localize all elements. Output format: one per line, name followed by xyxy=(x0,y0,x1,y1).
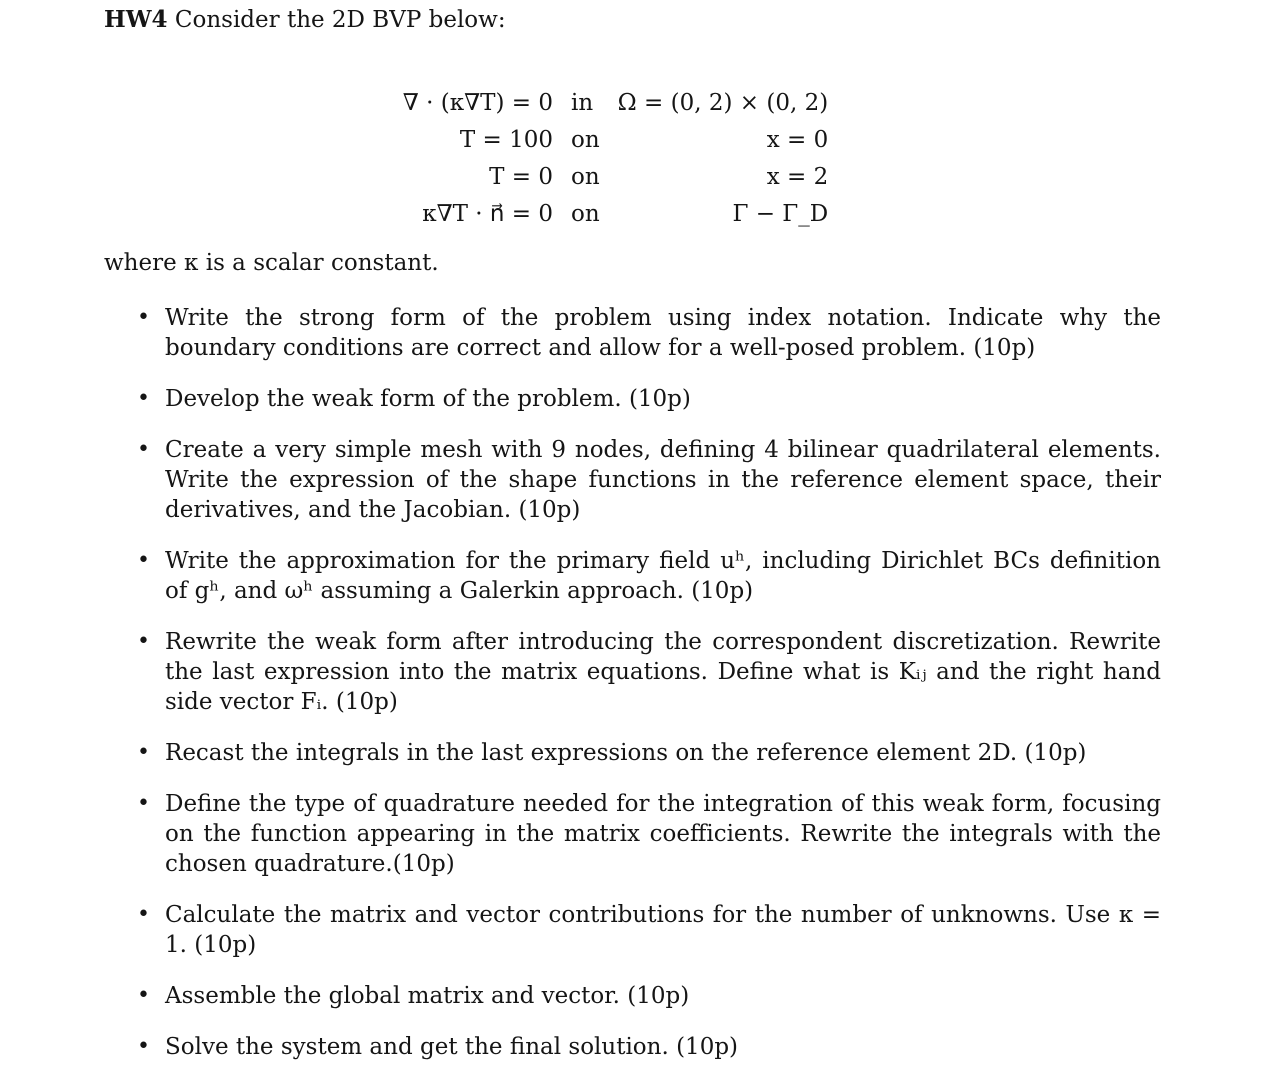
bullet-icon: • xyxy=(137,791,150,816)
equation-lhs: T = 100 xyxy=(459,126,553,153)
bullet-icon: • xyxy=(137,386,150,411)
task-text: Assemble the global matrix and vector. (10p) xyxy=(165,983,690,1009)
equation-keyword: on xyxy=(571,126,600,153)
bullet-icon: • xyxy=(137,548,150,573)
equation-domain: Ω = (0, 2) × (0, 2) xyxy=(617,89,829,116)
equation-row xyxy=(395,121,828,158)
task-text: Solve the system and get the final solution. (10p) xyxy=(165,1034,739,1060)
task-item xyxy=(137,789,1161,879)
task-text: Write the strong form of the problem using index notation. Indicate why the boundary conditions are correct and allow for a well-posed problem. (10p) xyxy=(165,305,1161,361)
bullet-icon: • xyxy=(137,740,150,765)
equation-row xyxy=(395,158,828,195)
equation-lhs: κ∇T · n⃗ = 0 xyxy=(422,200,553,227)
equation-lhs: ∇ · (κ∇T) = 0 xyxy=(402,89,553,116)
task-item xyxy=(137,1032,1161,1062)
bullet-icon: • xyxy=(137,305,150,330)
task-item xyxy=(137,384,1161,414)
task-text: Rewrite the weak form after introducing the correspondent discretization. Rewrite the last expression into the matrix equations. Define what is Kᵢⱼ and the right hand side vector Fᵢ. (10p) xyxy=(165,629,1161,715)
equation-keyword: on xyxy=(571,163,600,190)
task-text: Calculate the matrix and vector contributions for the number of unknowns. Use κ = 1. (10p) xyxy=(165,902,1161,958)
homework-intro: Consider the 2D BVP below: xyxy=(174,7,506,33)
equation-domain: Γ − Γ_D xyxy=(732,200,829,227)
homework-heading xyxy=(104,5,506,35)
task-item xyxy=(137,900,1161,960)
task-item xyxy=(137,303,1161,363)
equation-domain: x = 2 xyxy=(766,163,829,190)
task-list xyxy=(137,303,1161,1062)
homework-label: HW4 xyxy=(104,6,168,33)
bullet-icon: • xyxy=(137,902,150,927)
bullet-icon: • xyxy=(137,629,150,654)
bvp-equations xyxy=(395,84,828,232)
task-text: Define the type of quadrature needed for the integration of this weak form, focusing on the function appearing in the matrix coefficients. Rewrite the integrals with the chosen quadrature.(10p) xyxy=(165,791,1161,877)
task-item xyxy=(137,738,1161,768)
equation-row xyxy=(395,195,828,232)
bullet-icon: • xyxy=(137,437,150,462)
equation-keyword: on xyxy=(571,200,600,227)
task-text: Develop the weak form of the problem. (10p) xyxy=(165,386,691,412)
task-item xyxy=(137,546,1161,606)
task-text: Create a very simple mesh with 9 nodes, defining 4 bilinear quadrilateral elements. Write the expression of the shape functions in the reference element space, their derivatives, and the Jacobian. (10p) xyxy=(165,437,1161,523)
kappa-note: where κ is a scalar constant. xyxy=(104,250,439,276)
equation-row xyxy=(395,84,828,121)
bullet-icon: • xyxy=(137,1034,150,1059)
equation-domain: x = 0 xyxy=(766,126,829,153)
task-item xyxy=(137,627,1161,717)
equation-lhs: T = 0 xyxy=(489,163,553,190)
bullet-icon: • xyxy=(137,983,150,1008)
task-text: Write the approximation for the primary field uʰ, including Dirichlet BCs definition of gʰ, and ωʰ assuming a Galerkin approach. (10p) xyxy=(165,548,1161,604)
task-text: Recast the integrals in the last expressions on the reference element 2D. (10p) xyxy=(165,740,1087,766)
task-item xyxy=(137,981,1161,1011)
equation-keyword: in xyxy=(571,89,594,116)
task-item xyxy=(137,435,1161,525)
